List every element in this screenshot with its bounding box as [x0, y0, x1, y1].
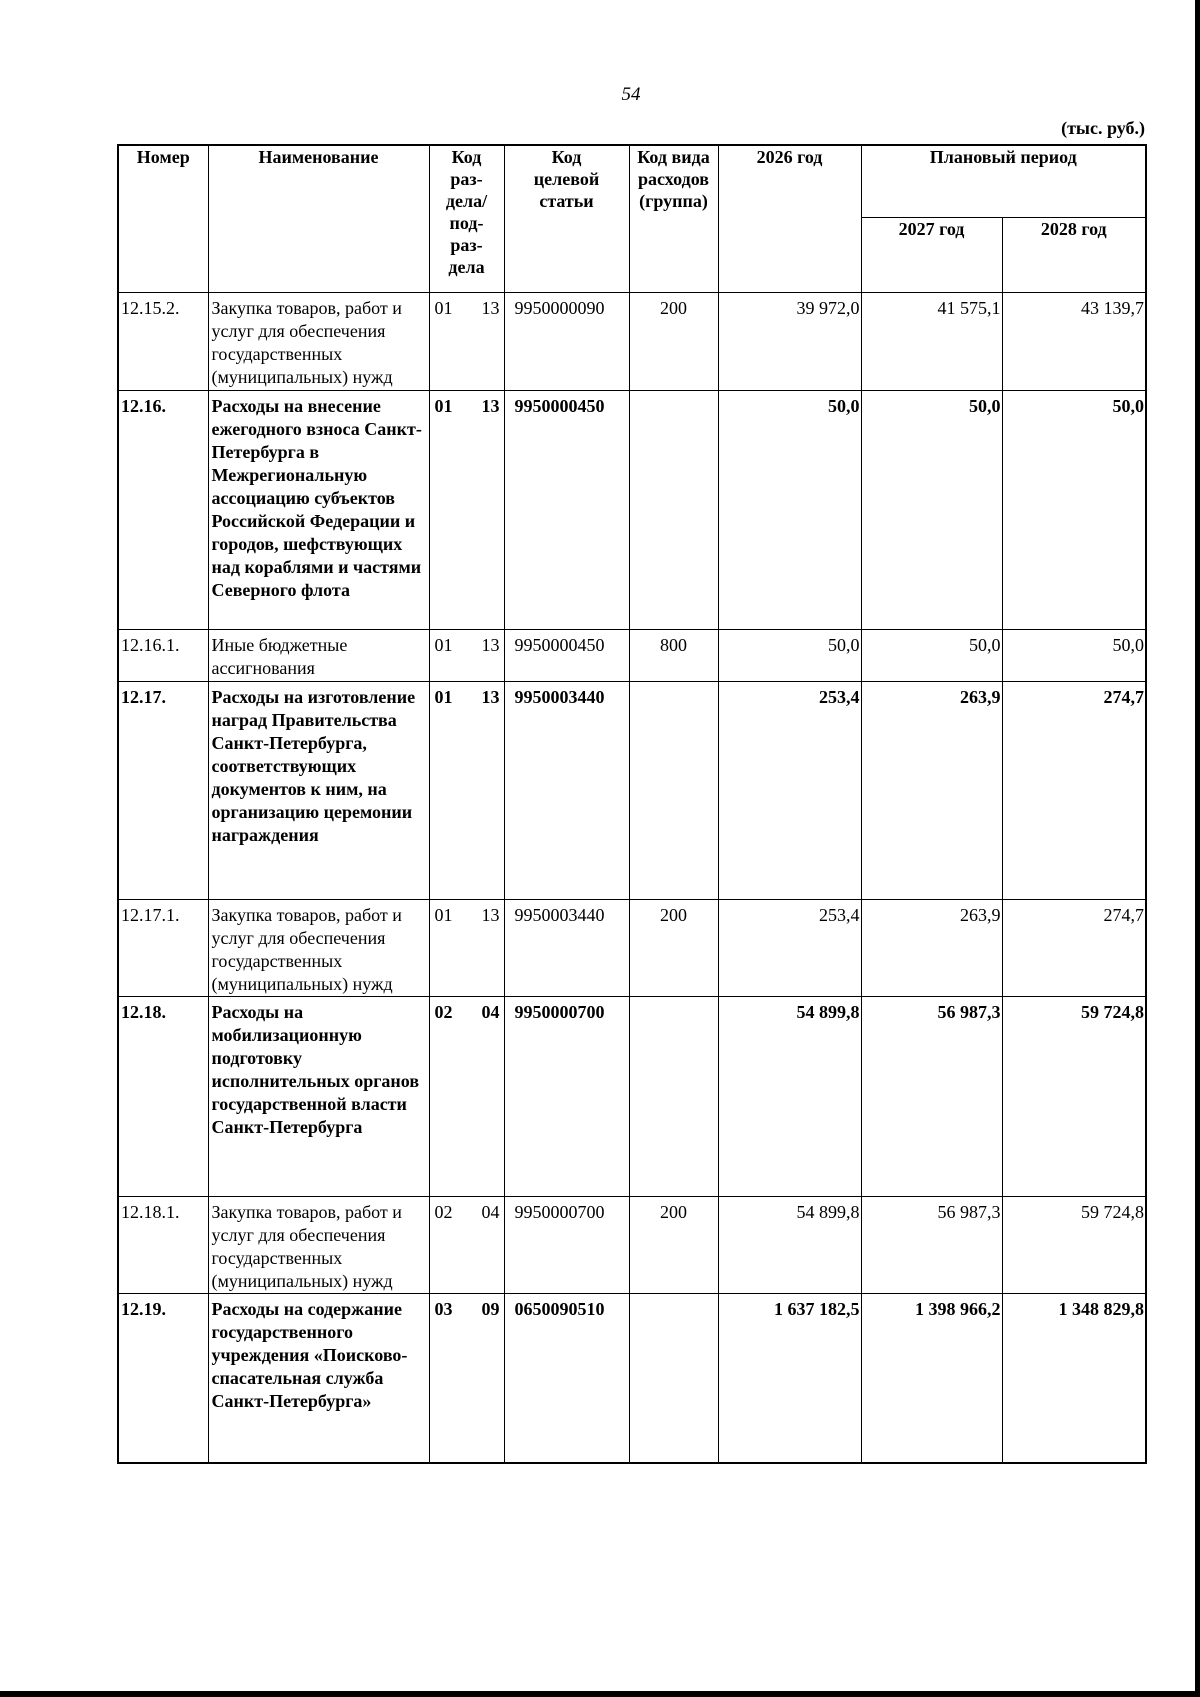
row-value-2027: 50,0	[861, 390, 1002, 629]
header-2027: 2027 год	[861, 217, 1002, 292]
row-value-2026: 39 972,0	[718, 292, 861, 390]
section-code: 01	[434, 395, 453, 416]
row-section-code	[429, 996, 504, 1196]
row-target-code: 9950000700	[504, 996, 629, 1196]
row-name: Расходы на содержание государственного учреждения «Поисково-спасательная служба Санкт-Петербурга»	[208, 1293, 429, 1463]
row-group-code	[629, 681, 718, 899]
row-value-2028: 274,7	[1002, 899, 1146, 996]
header-section: Код раз- дела/ под- раз- дела	[429, 145, 504, 292]
row-name: Расходы на внесение ежегодного взноса Санкт-Петербурга в Межрегиональную ассоциацию субъектов Российской Федерации и городов, шефствующих над кораблями и частями Северного флота	[208, 390, 429, 629]
row-value-2027: 263,9	[861, 899, 1002, 996]
section-code: 02	[434, 1201, 453, 1222]
row-value-2026: 50,0	[718, 390, 861, 629]
row-group-code: 200	[629, 899, 718, 996]
subsection-code: 13	[481, 686, 500, 707]
row-number: 12.17.1.	[118, 899, 208, 996]
subsection-code: 13	[481, 395, 500, 416]
row-number: 12.15.2.	[118, 292, 208, 390]
page-edge-right	[1195, 0, 1200, 1697]
row-group-code	[629, 390, 718, 629]
row-name: Расходы на изготовление наград Правительства Санкт-Петербурга, соответствующих документов к ним, на организацию церемонии награждения	[208, 681, 429, 899]
row-group-code	[629, 996, 718, 1196]
row-value-2027: 56 987,3	[861, 1196, 1002, 1293]
table-row	[118, 629, 1146, 681]
row-section-code	[429, 390, 504, 629]
row-group-code	[629, 1293, 718, 1463]
table-row	[118, 292, 1146, 390]
header-2026: 2026 год	[718, 145, 861, 292]
subsection-code: 04	[481, 1201, 500, 1222]
row-number: 12.16.1.	[118, 629, 208, 681]
row-name: Закупка товаров, работ и услуг для обеспечения государственных (муниципальных) нужд	[208, 899, 429, 996]
row-number: 12.18.1.	[118, 1196, 208, 1293]
table-row	[118, 996, 1146, 1196]
row-group-code: 800	[629, 629, 718, 681]
header-group: Код вида расходов (группа)	[629, 145, 718, 292]
header-number: Номер	[118, 145, 208, 292]
header-target: Код целевой статьи	[504, 145, 629, 292]
page-edge-bottom	[0, 1691, 1200, 1697]
row-target-code: 9950003440	[504, 681, 629, 899]
row-group-code: 200	[629, 292, 718, 390]
row-name: Расходы на мобилизационную подготовку исполнительных органов государственной власти Санкт-Петербурга	[208, 996, 429, 1196]
row-section-code	[429, 1293, 504, 1463]
row-value-2028: 50,0	[1002, 629, 1146, 681]
row-value-2026: 54 899,8	[718, 996, 861, 1196]
row-name: Закупка товаров, работ и услуг для обеспечения государственных (муниципальных) нужд	[208, 292, 429, 390]
row-value-2028: 59 724,8	[1002, 1196, 1146, 1293]
section-code: 03	[434, 1298, 453, 1319]
row-value-2027: 41 575,1	[861, 292, 1002, 390]
header-2028: 2028 год	[1002, 217, 1146, 292]
section-code: 01	[434, 634, 453, 655]
row-target-code: 9950000450	[504, 629, 629, 681]
row-section-code	[429, 899, 504, 996]
units-label: (тыс. руб.)	[1061, 118, 1145, 138]
row-value-2028: 43 139,7	[1002, 292, 1146, 390]
row-value-2026: 1 637 182,5	[718, 1293, 861, 1463]
subsection-code: 13	[481, 634, 500, 655]
table-row	[118, 1196, 1146, 1293]
subsection-code: 13	[481, 904, 500, 925]
subsection-code: 04	[481, 1001, 500, 1022]
row-value-2027: 263,9	[861, 681, 1002, 899]
section-code: 01	[434, 686, 453, 707]
row-value-2027: 1 398 966,2	[861, 1293, 1002, 1463]
section-code: 01	[434, 904, 453, 925]
row-value-2028: 1 348 829,8	[1002, 1293, 1146, 1463]
row-number: 12.17.	[118, 681, 208, 899]
row-target-code: 9950000700	[504, 1196, 629, 1293]
row-value-2028: 59 724,8	[1002, 996, 1146, 1196]
row-value-2026: 54 899,8	[718, 1196, 861, 1293]
row-section-code	[429, 292, 504, 390]
row-number: 12.19.	[118, 1293, 208, 1463]
row-value-2026: 253,4	[718, 899, 861, 996]
row-target-code: 9950003440	[504, 899, 629, 996]
budget-table	[117, 144, 1147, 1464]
row-section-code	[429, 1196, 504, 1293]
subsection-code: 13	[481, 297, 500, 318]
row-value-2028: 274,7	[1002, 681, 1146, 899]
table-body	[118, 292, 1146, 1463]
row-group-code: 200	[629, 1196, 718, 1293]
table-row	[118, 681, 1146, 899]
row-value-2026: 253,4	[718, 681, 861, 899]
row-target-code: 0650090510	[504, 1293, 629, 1463]
header-planning-period: Плановый период	[861, 145, 1146, 217]
row-number: 12.16.	[118, 390, 208, 629]
row-name: Закупка товаров, работ и услуг для обеспечения государственных (муниципальных) нужд	[208, 1196, 429, 1293]
table-row	[118, 390, 1146, 629]
header-name: Наименование	[208, 145, 429, 292]
row-target-code: 9950000090	[504, 292, 629, 390]
section-code: 01	[434, 297, 453, 318]
row-value-2027: 50,0	[861, 629, 1002, 681]
row-name: Иные бюджетные ассигнования	[208, 629, 429, 681]
table-row	[118, 899, 1146, 996]
row-section-code	[429, 629, 504, 681]
row-value-2028: 50,0	[1002, 390, 1146, 629]
row-value-2027: 56 987,3	[861, 996, 1002, 1196]
page-number: 54	[621, 84, 641, 105]
row-value-2026: 50,0	[718, 629, 861, 681]
row-number: 12.18.	[118, 996, 208, 1196]
section-code: 02	[434, 1001, 453, 1022]
row-section-code	[429, 681, 504, 899]
table-row	[118, 1293, 1146, 1463]
subsection-code: 09	[481, 1298, 500, 1319]
row-target-code: 9950000450	[504, 390, 629, 629]
